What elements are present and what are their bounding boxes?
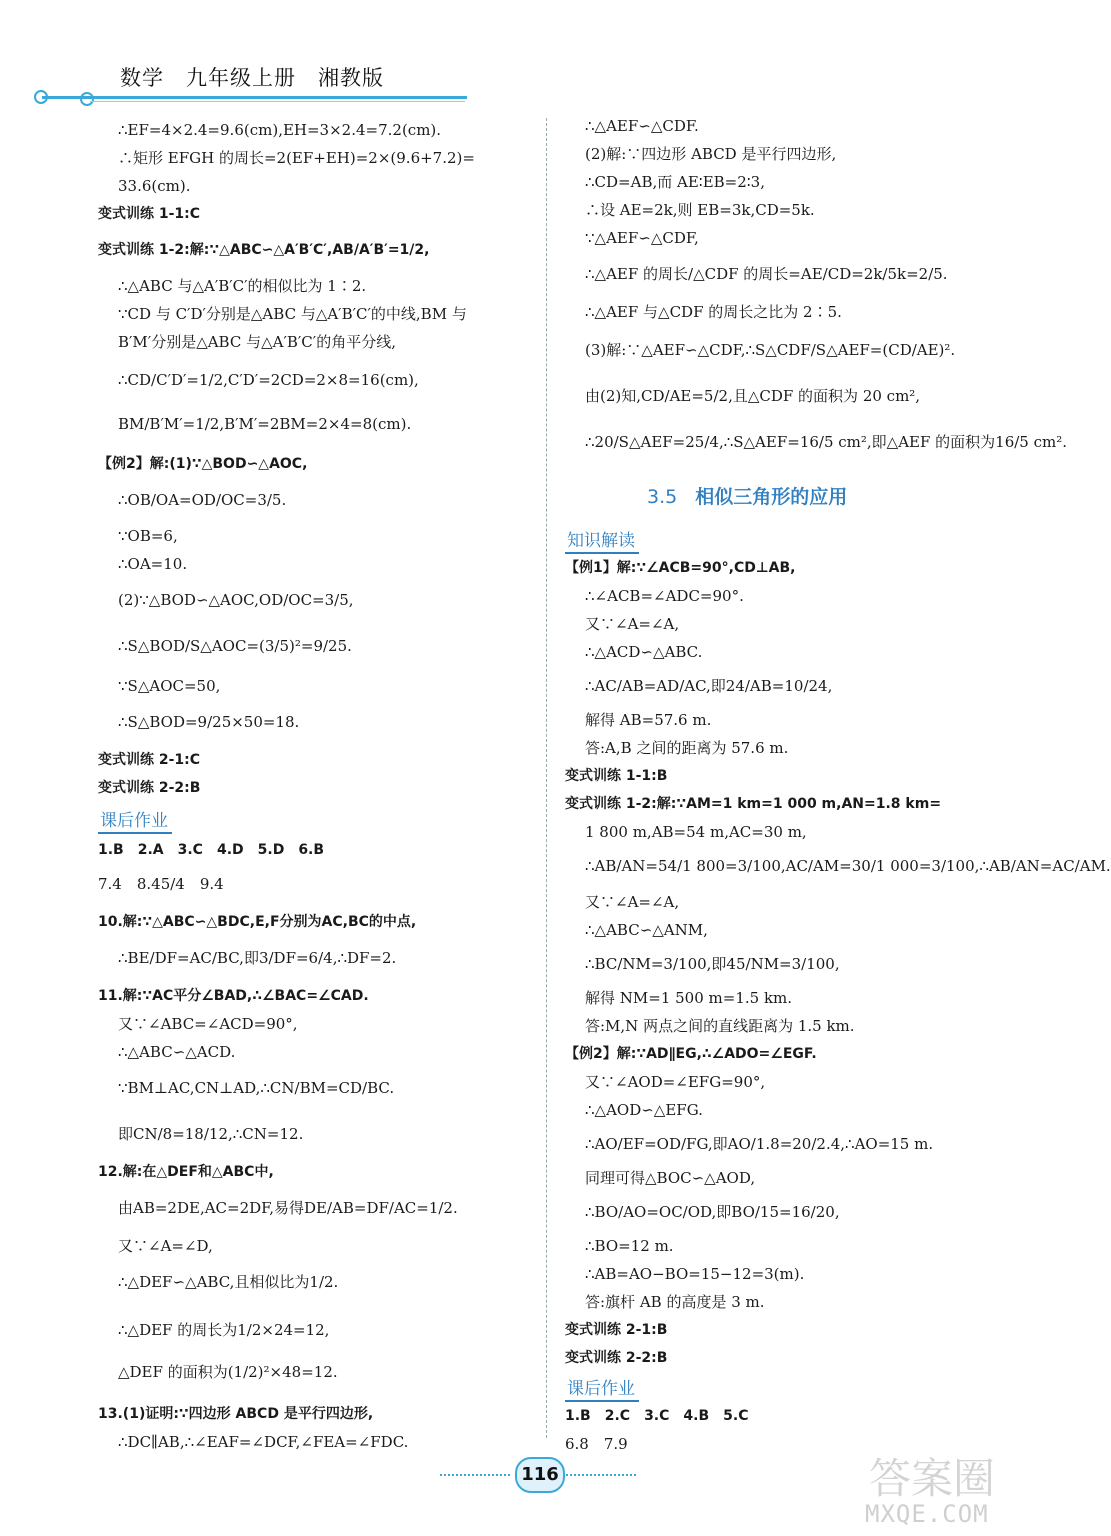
text-line: ∴∠ACB=∠ADC=90°. [585,587,744,605]
text-line: ∵S△AOC=50, [118,677,221,695]
text-line: 变式训练 1-2:解:∵AM=1 km=1 000 m,AN=1.8 km= [565,796,942,812]
text-line: ∴DC∥AB,∴∠EAF=∠DCF,∠FEA=∠FDC. [118,1433,409,1451]
text-line: 33.6(cm). [118,177,191,195]
text-line: 又∵∠A=∠A, [585,615,680,633]
text-line: BM/B′M′=1/2,B′M′=2BM=2×4=8(cm). [118,415,412,433]
text-line: 变式训练 2-2:B [98,780,201,796]
text-line: ∴△AEF 与△CDF 的周长之比为 2∶5. [585,303,842,321]
text-line: 解得 NM=1 500 m=1.5 km. [585,989,793,1007]
text-line: ∴OA=10. [118,555,188,573]
section-number: 3.5 [647,486,678,508]
text-line: ∴AC/AB=AD/AC,即24/AB=10/24, [585,677,833,695]
text-line: ∴BO/AO=OC/OD,即BO/15=16/20, [585,1203,840,1221]
text-line: 变式训练 2-1:B [565,1322,668,1338]
text-line: 13.(1)证明:∵四边形 ABCD 是平行四边形, [98,1406,374,1422]
text-line: ∴20/S△AEF=25/4,∴S△AEF=16/5 cm²,即△AEF 的面积为16/5 cm². [585,433,1068,451]
text-line: ∵OB=6, [118,527,178,545]
text-line: 12.解:在△DEF和△ABC中, [98,1164,274,1180]
header-rule-thin [90,101,465,102]
text-line: 即CN/8=18/12,∴CN=12. [118,1125,304,1143]
text-line: 由AB=2DE,AC=2DF,易得DE/AB=DF/AC=1/2. [118,1199,458,1217]
text-line: 变式训练 1-2:解:∵△ABC∽△A′B′C′,AB/A′B′=1/2, [98,242,430,258]
page-number: 116 [515,1457,565,1493]
text-line: ∴S△BOD=9/25×50=18. [118,713,300,731]
text-line: 变式训练 1-1:C [98,206,201,222]
text-line: ∴AO/EF=OD/FG,即AO/1.8=20/2.4,∴AO=15 m. [585,1135,934,1153]
page-number-dots [566,1474,636,1476]
text-line: 答:旗杆 AB 的高度是 3 m. [585,1293,765,1311]
text-line: ∴△ACD∽△ABC. [585,643,703,661]
text-line: ∵△AEF∽△CDF, [585,229,699,247]
header-rule [42,96,467,99]
text-line: ∴矩形 EFGH 的周长=2(EF+EH)=2×(9.6+7.2)= [118,149,475,167]
text-line: ∴BE/DF=AC/BC,即3/DF=6/4,∴DF=2. [118,949,397,967]
text-line: ∴△AEF∽△CDF. [585,117,699,135]
text-line: 【例2】解:(1)∵△BOD∽△AOC, [98,456,308,472]
text-line: ∴BC/NM=3/100,即45/NM=3/100, [585,955,840,973]
text-line: ∴BO=12 m. [585,1237,674,1255]
text-line: ∴EF=4×2.4=9.6(cm),EH=3×2.4=7.2(cm). [118,121,442,139]
page-number-area [440,1455,640,1495]
text-line: ∴S△BOD/S△AOC=(3/5)²=9/25. [118,637,352,655]
text-line: 【例1】解:∵∠ACB=90°,CD⊥AB, [565,560,796,576]
text-line: 答:A,B 之间的距离为 57.6 m. [585,739,789,757]
page-number-dots [440,1474,510,1476]
text-line: 11.解:∵AC平分∠BAD,∴∠BAC=∠CAD. [98,988,369,1004]
text-line: ∴CD/C′D′=1/2,C′D′=2CD=2×8=16(cm), [118,371,419,389]
text-line: (2)∵△BOD∽△AOC,OD/OC=3/5, [118,591,354,609]
text-line: 由(2)知,CD/AE=5/2,且△CDF 的面积为 20 cm², [585,387,921,405]
watermark-glyphs: 答案圈 [869,1454,996,1503]
text-line: ∴△DEF∽△ABC,且相似比为1/2. [118,1273,339,1291]
text-line: ∴△ABC 与△A′B′C′的相似比为 1∶2. [118,277,367,295]
text-line: ∴△ABC∽△ACD. [118,1043,236,1061]
text-line: 同理可得△BOC∽△AOD, [585,1169,756,1187]
text-line: (3)解:∵△AEF∽△CDF,∴S△CDF/S△AEF=(CD/AE)². [585,341,956,359]
text-line: ∴CD=AB,而 AE∶EB=2∶3, [585,173,765,191]
text-line: 1.B 2.A 3.C 4.D 5.D 6.B [98,842,325,858]
section-title [647,482,847,509]
text-line: 变式训练 2-1:C [98,752,201,768]
text-line: B′M′分别是△ABC 与△A′B′C′的角平分线, [118,333,396,351]
text-line: 又∵∠A=∠A, [585,893,680,911]
text-line: ∵BM⊥AC,CN⊥AD,∴CN/BM=CD/BC. [118,1079,395,1097]
text-line: 10.解:∵△ABC∽△BDC,E,F分别为AC,BC的中点, [98,914,417,930]
text-line: 解得 AB=57.6 m. [585,711,712,729]
text-line: 变式训练 1-1:B [565,768,668,784]
section-tag-homework: 课后作业 [565,1374,639,1402]
text-line: 又∵∠ABC=∠ACD=90°, [118,1015,298,1033]
text-line: (2)解:∵四边形 ABCD 是平行四边形, [585,145,837,163]
section-tag-knowledge: 知识解读 [565,526,639,554]
text-line: 6.8 7.9 [565,1435,628,1453]
text-line: 1.B 2.C 3.C 4.B 5.C [565,1408,749,1424]
section-tag-homework: 课后作业 [98,806,172,834]
watermark-text: MXQE.COM [865,1500,989,1528]
text-line: ∴AB=AO−BO=15−12=3(m). [585,1265,805,1283]
section-heading: 相似三角形的应用 [695,486,848,508]
text-line: ∴OB/OA=OD/OC=3/5. [118,491,287,509]
text-line: 又∵∠A=∠D, [118,1237,213,1255]
text-line: 1 800 m,AB=54 m,AC=30 m, [585,823,807,841]
text-line: ∴△AEF 的周长/△CDF 的周长=AE/CD=2k/5k=2/5. [585,265,948,283]
text-line: ∴△ABC∽△ANM, [585,921,708,939]
column-divider [546,118,547,1438]
text-line: ∴△DEF 的周长为1/2×24=12, [118,1321,330,1339]
text-line: 7.4 8.45/4 9.4 [98,875,224,893]
text-line: ∴△AOD∽△EFG. [585,1101,703,1119]
watermark-logo [865,1442,1040,1530]
header-title: 数学 九年级上册 湘教版 [120,66,384,90]
text-line: ∴AB/AN=54/1 800=3/100,AC/AM=30/1 000=3/100,∴AB/AN=AC/AM. [585,857,1111,875]
text-line: ∴设 AE=2k,则 EB=3k,CD=5k. [585,201,815,219]
text-line: ∵CD 与 C′D′分别是△ABC 与△A′B′C′的中线,BM 与 [118,305,467,323]
text-line: 又∵∠AOD=∠EFG=90°, [585,1073,766,1091]
page-header [0,0,1050,110]
text-line: 变式训练 2-2:B [565,1350,668,1366]
text-line: 【例2】解:∵AD∥EG,∴∠ADO=∠EGF. [565,1046,817,1062]
header-ornament-circle [80,92,94,106]
text-line: 答:M,N 两点之间的直线距离为 1.5 km. [585,1017,855,1035]
text-line: △DEF 的面积为(1/2)²×48=12. [118,1363,338,1381]
